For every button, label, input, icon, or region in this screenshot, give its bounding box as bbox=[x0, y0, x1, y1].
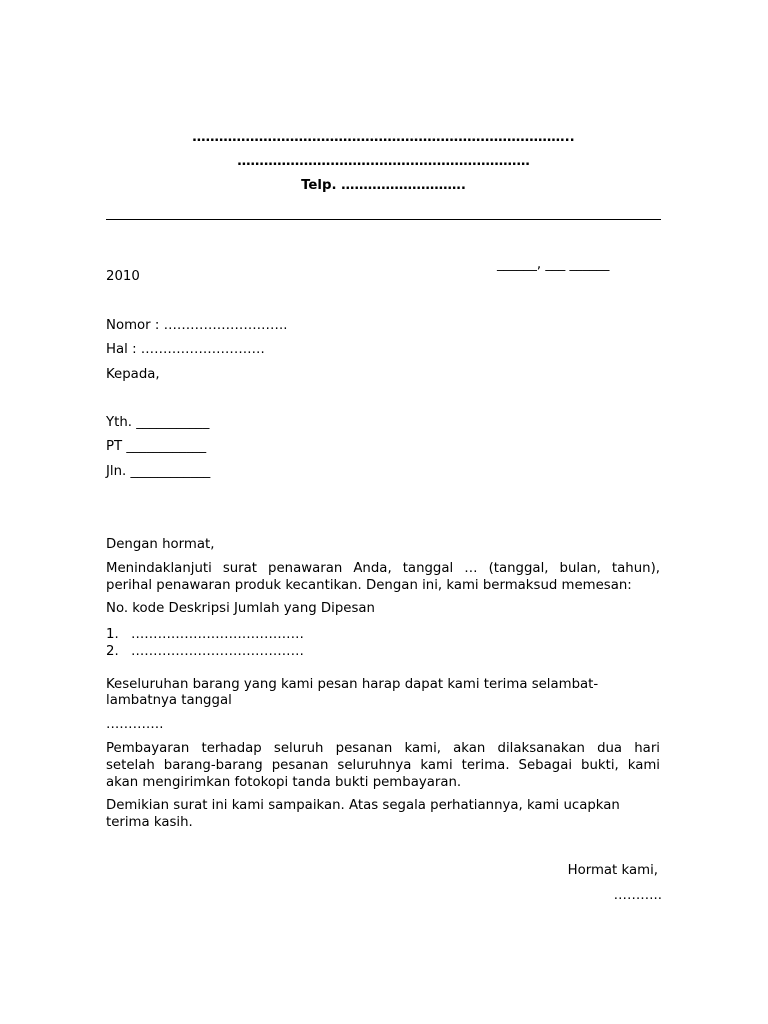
paragraph-3-line-2: setelah barang-barang pesanan seluruhnya kami terima. Sebagai bukti, kami bbox=[106, 758, 660, 773]
paragraph-2-line-1: Keseluruhan barang yang kami pesan harap dapat kami terima selambat- bbox=[106, 677, 599, 692]
kepada-line: Kepada, bbox=[106, 367, 160, 382]
order-item-2-number: 2. bbox=[106, 644, 119, 659]
salutation: Dengan hormat, bbox=[106, 537, 215, 552]
paragraph-3-line-3: akan mengirimkan fotokopi tanda bukti pembayaran. bbox=[106, 775, 462, 790]
nomor-line: Nomor : ………………………. bbox=[106, 318, 288, 333]
closing-hormat: Hormat kami, bbox=[567, 863, 658, 878]
recipient-yth: Yth. ___________ bbox=[106, 415, 210, 430]
paragraph-1-line-1: Menindaklanjuti surat penawaran Anda, tanggal … (tanggal, bulan, tahun), bbox=[106, 561, 660, 576]
date-placeholder: ______, ___ ______ bbox=[497, 257, 610, 272]
order-item-1-number: 1. bbox=[106, 627, 119, 642]
closing-signature: ……….. bbox=[613, 888, 662, 903]
letterhead-divider bbox=[106, 219, 661, 220]
paragraph-2-line-2: lambatnya tanggal bbox=[106, 693, 232, 708]
paragraph-4-line-1: Demikian surat ini kami sampaikan. Atas segala perhatiannya, kami ucapkan bbox=[106, 798, 620, 813]
order-item-2-text: ………………………………… bbox=[131, 644, 304, 659]
date-year: 2010 bbox=[106, 269, 140, 284]
paragraph-1-line-2: perihal penawaran produk kecantikan. Dengan ini, kami bermaksud memesan: bbox=[106, 578, 632, 593]
recipient-pt: PT ____________ bbox=[106, 439, 207, 454]
hal-line: Hal : ………………………. bbox=[106, 342, 265, 357]
letterhead-telp: Telp. ………………………. bbox=[301, 178, 466, 193]
paragraph-2-line-3: …………. bbox=[106, 717, 164, 732]
order-table-header: No. kode Deskripsi Jumlah yang Dipesan bbox=[106, 601, 375, 616]
order-item-1-text: ………………………………… bbox=[131, 627, 304, 642]
letterhead-line-2: ………………………………………………………… bbox=[237, 154, 530, 169]
paragraph-4-line-2: terima kasih. bbox=[106, 815, 193, 830]
letterhead-line-1: ………………………………………………………………………….. bbox=[192, 130, 575, 145]
recipient-jln: Jln. ____________ bbox=[106, 464, 211, 479]
paragraph-3-line-1: Pembayaran terhadap seluruh pesanan kami, akan dilaksanakan dua hari bbox=[106, 741, 660, 756]
